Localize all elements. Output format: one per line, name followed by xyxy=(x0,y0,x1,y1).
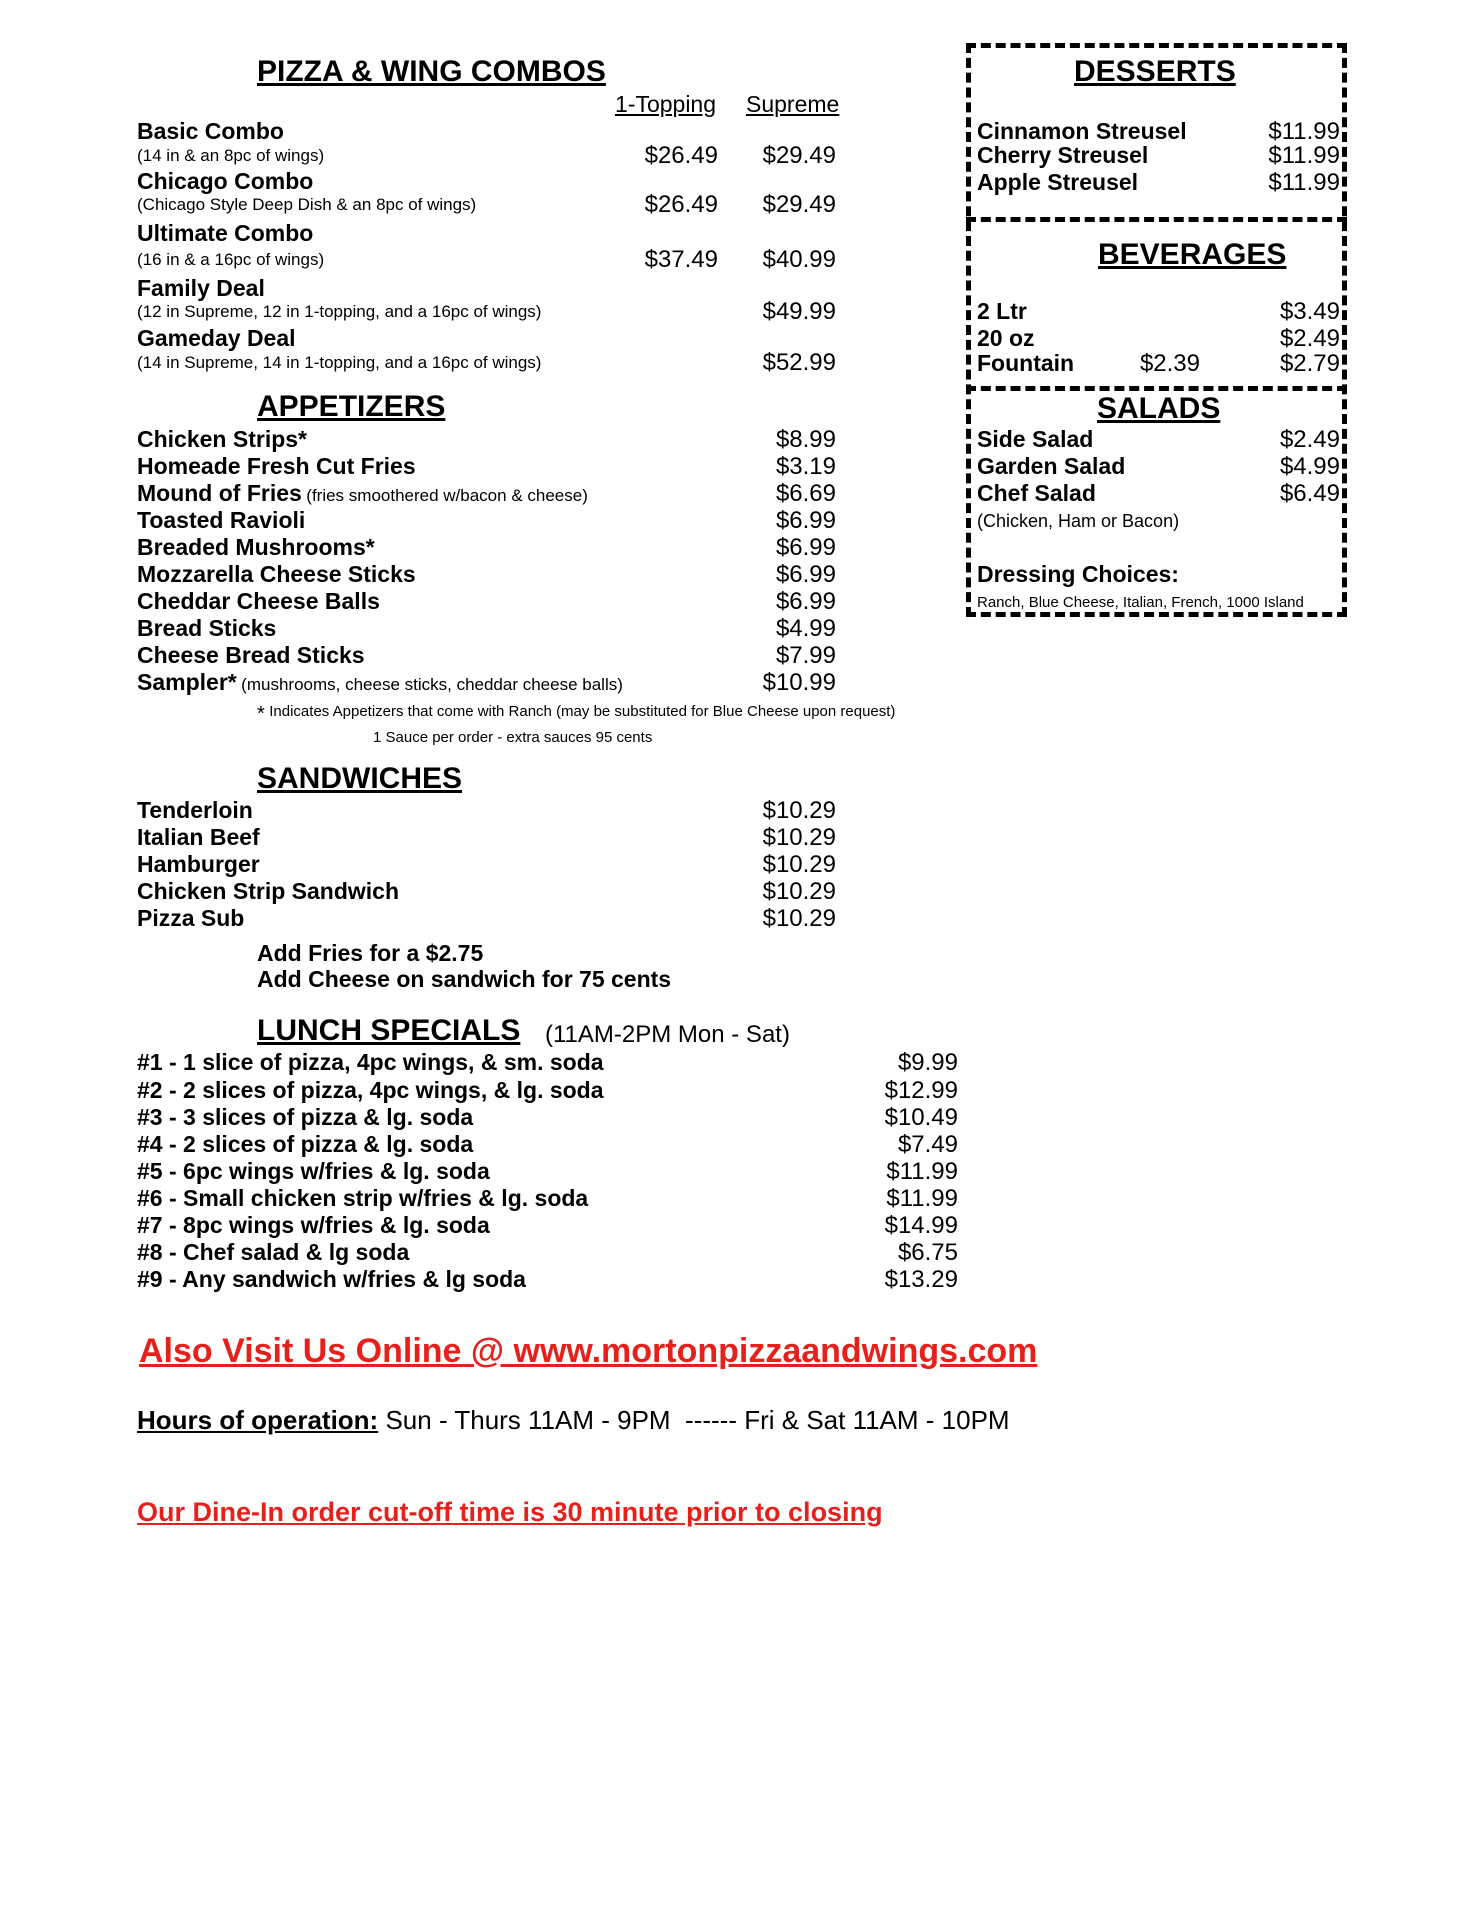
list-item: Chicken Strip Sandwich xyxy=(137,878,399,904)
lunch-price: $7.49 xyxy=(897,1131,958,1158)
list-item: Cheese Bread Sticks xyxy=(137,642,365,668)
fries-addon: Add Fries for a $2.75 xyxy=(257,940,484,966)
combo-supreme-price: $29.49 xyxy=(762,191,836,218)
list-item: #4 - 2 slices of pizza & lg. soda xyxy=(137,1131,474,1157)
sandwich-price: $10.29 xyxy=(762,851,836,878)
list-item: #9 - Any sandwich w/fries & lg soda xyxy=(137,1266,526,1292)
cutoff-notice: Our Dine-In order cut-off time is 30 minute prior to closing xyxy=(137,1497,883,1527)
combo-name: Ultimate Combo xyxy=(137,220,314,246)
list-item: #5 - 6pc wings w/fries & lg. soda xyxy=(137,1158,490,1184)
cheese-addon: Add Cheese on sandwich for 75 cents xyxy=(257,966,672,992)
combo-supreme-price: $40.99 xyxy=(762,246,836,273)
list-item: Chicken Strips* xyxy=(137,426,307,452)
list-item: Bread Sticks xyxy=(137,615,277,641)
appetizer-price: $6.99 xyxy=(775,588,836,615)
dessert-price: $11.99 xyxy=(1268,118,1340,145)
combo-desc: (14 in Supreme, 14 in 1-topping, and a 16pc of wings) xyxy=(137,353,542,372)
salad-price: $4.99 xyxy=(1279,453,1340,480)
appetizer-price: $6.99 xyxy=(775,507,836,534)
combo-desc: (12 in Supreme, 12 in 1-topping, and a 16pc of wings) xyxy=(137,302,542,321)
list-item: Pizza Sub xyxy=(137,905,245,931)
beverage-price: $2.79 xyxy=(1279,350,1340,377)
list-item: Garden Salad xyxy=(977,453,1126,479)
lunch-price: $14.99 xyxy=(884,1212,958,1239)
list-item: Fountain xyxy=(977,350,1075,376)
website-link[interactable]: Also Visit Us Online @ www.mortonpizzaandwings.com xyxy=(139,1332,1038,1370)
lunch-price: $9.99 xyxy=(897,1049,958,1076)
hours-label: Hours of operation: xyxy=(137,1405,379,1435)
list-item xyxy=(137,669,623,696)
appetizer-price: $4.99 xyxy=(775,615,836,642)
beverage-price: $3.49 xyxy=(1279,298,1340,325)
sandwich-price: $10.29 xyxy=(762,905,836,932)
list-item: Cheddar Cheese Balls xyxy=(137,588,380,614)
appetizer-price: $6.99 xyxy=(775,561,836,588)
combo-supreme-price: $52.99 xyxy=(762,349,836,376)
list-item: #3 - 3 slices of pizza & lg. soda xyxy=(137,1104,474,1130)
salad-price: $6.49 xyxy=(1279,480,1340,507)
list-item: Toasted Ravioli xyxy=(137,507,306,533)
list-item: #2 - 2 slices of pizza, 4pc wings, & lg. soda xyxy=(137,1077,604,1103)
sandwich-price: $10.29 xyxy=(762,797,836,824)
appetizer-price: $8.99 xyxy=(775,426,836,453)
dressing-list: Ranch, Blue Cheese, Italian, French, 1000 Island xyxy=(977,594,1304,611)
combo-name: Basic Combo xyxy=(137,118,284,144)
appetizer-price: $7.99 xyxy=(775,642,836,669)
beverage-price: $2.49 xyxy=(1279,325,1340,352)
appetizer-name: Mound of Fries xyxy=(137,480,302,506)
list-item: Side Salad xyxy=(977,426,1094,452)
list-item: Apple Streusel xyxy=(977,169,1139,195)
list-item: Hamburger xyxy=(137,851,260,877)
combo-desc: (14 in & an 8pc of wings) xyxy=(137,146,325,165)
box-divider xyxy=(966,386,1347,391)
lunch-price: $12.99 xyxy=(884,1077,958,1104)
list-item: Homeade Fresh Cut Fries xyxy=(137,453,416,479)
chef-salad-note: (Chicken, Ham or Bacon) xyxy=(977,511,1180,531)
combo-desc: (16 in & a 16pc of wings) xyxy=(137,250,325,269)
combo-supreme-price: $49.99 xyxy=(762,298,836,325)
list-item xyxy=(137,480,588,507)
sandwich-price: $10.29 xyxy=(762,824,836,851)
lunch-price: $11.99 xyxy=(886,1185,958,1212)
lunch-hours: (11AM-2PM Mon - Sat) xyxy=(545,1021,790,1048)
appetizer-price: $10.99 xyxy=(762,669,836,696)
hours-text: Sun - Thurs 11AM - 9PM ------ Fri & Sat 11AM - 10PM xyxy=(385,1405,1010,1435)
combo-topping-price: $26.49 xyxy=(644,142,718,169)
combo-name: Family Deal xyxy=(137,275,265,301)
list-item: #1 - 1 slice of pizza, 4pc wings, & sm. soda xyxy=(137,1049,604,1075)
combos-heading: PIZZA & WING COMBOS xyxy=(257,55,606,88)
lunch-heading: LUNCH SPECIALS xyxy=(257,1014,521,1047)
asterisk: * xyxy=(257,703,265,725)
appetizer-name: Sampler* xyxy=(137,669,237,695)
lunch-price: $10.49 xyxy=(884,1104,958,1131)
lunch-price: $13.29 xyxy=(884,1266,958,1293)
list-item: Cherry Streusel xyxy=(977,142,1149,168)
combo-desc: (Chicago Style Deep Dish & an 8pc of wings) xyxy=(137,195,477,214)
list-item: #6 - Small chicken strip w/fries & lg. soda xyxy=(137,1185,589,1211)
combo-supreme-price: $29.49 xyxy=(762,142,836,169)
salads-heading: SALADS xyxy=(1097,392,1221,425)
list-item: 2 Ltr xyxy=(977,298,1027,324)
list-item: Cinnamon Streusel xyxy=(977,118,1187,144)
combo-topping-price: $26.49 xyxy=(644,191,718,218)
ranch-note: Indicates Appetizers that come with Ranch (may be substituted for Blue Cheese upon request) xyxy=(269,703,896,720)
list-item: #8 - Chef salad & lg soda xyxy=(137,1239,410,1265)
appetizer-price: $3.19 xyxy=(775,453,836,480)
list-item: 20 oz xyxy=(977,325,1035,351)
box-divider xyxy=(966,217,1347,222)
combos-col-topping: 1-Topping xyxy=(615,91,717,117)
combo-name: Gameday Deal xyxy=(137,325,296,351)
lunch-price: $6.75 xyxy=(897,1239,958,1266)
sandwich-price: $10.29 xyxy=(762,878,836,905)
dessert-price: $11.99 xyxy=(1268,169,1340,196)
list-item: Italian Beef xyxy=(137,824,260,850)
beverages-heading: BEVERAGES xyxy=(1098,238,1287,271)
appetizers-heading: APPETIZERS xyxy=(257,390,446,423)
list-item: #7 - 8pc wings w/fries & lg. soda xyxy=(137,1212,490,1238)
appetizer-desc: (mushrooms, cheese sticks, cheddar cheese balls) xyxy=(241,675,623,694)
list-item: Tenderloin xyxy=(137,797,253,823)
appetizer-price: $6.99 xyxy=(775,534,836,561)
hours-line xyxy=(137,1405,1010,1436)
salad-price: $2.49 xyxy=(1279,426,1340,453)
combo-topping-price: $37.49 xyxy=(644,246,718,273)
list-item: Mozzarella Cheese Sticks xyxy=(137,561,416,587)
combos-col-supreme: Supreme xyxy=(746,91,840,117)
appetizer-desc: (fries smoothered w/bacon & cheese) xyxy=(306,486,588,505)
beverage-small-price: $2.39 xyxy=(1139,350,1200,377)
dessert-price: $11.99 xyxy=(1268,142,1340,169)
appetizer-price: $6.69 xyxy=(775,480,836,507)
lunch-price: $11.99 xyxy=(886,1158,958,1185)
desserts-heading: DESSERTS xyxy=(1074,55,1236,88)
list-item: Breaded Mushrooms* xyxy=(137,534,375,560)
sauce-note: 1 Sauce per order - extra sauces 95 cents xyxy=(373,729,653,746)
dressing-title: Dressing Choices: xyxy=(977,561,1179,587)
appetizers-note xyxy=(257,703,895,726)
combo-name: Chicago Combo xyxy=(137,168,314,194)
list-item: Chef Salad xyxy=(977,480,1096,506)
sandwiches-heading: SANDWICHES xyxy=(257,762,463,795)
